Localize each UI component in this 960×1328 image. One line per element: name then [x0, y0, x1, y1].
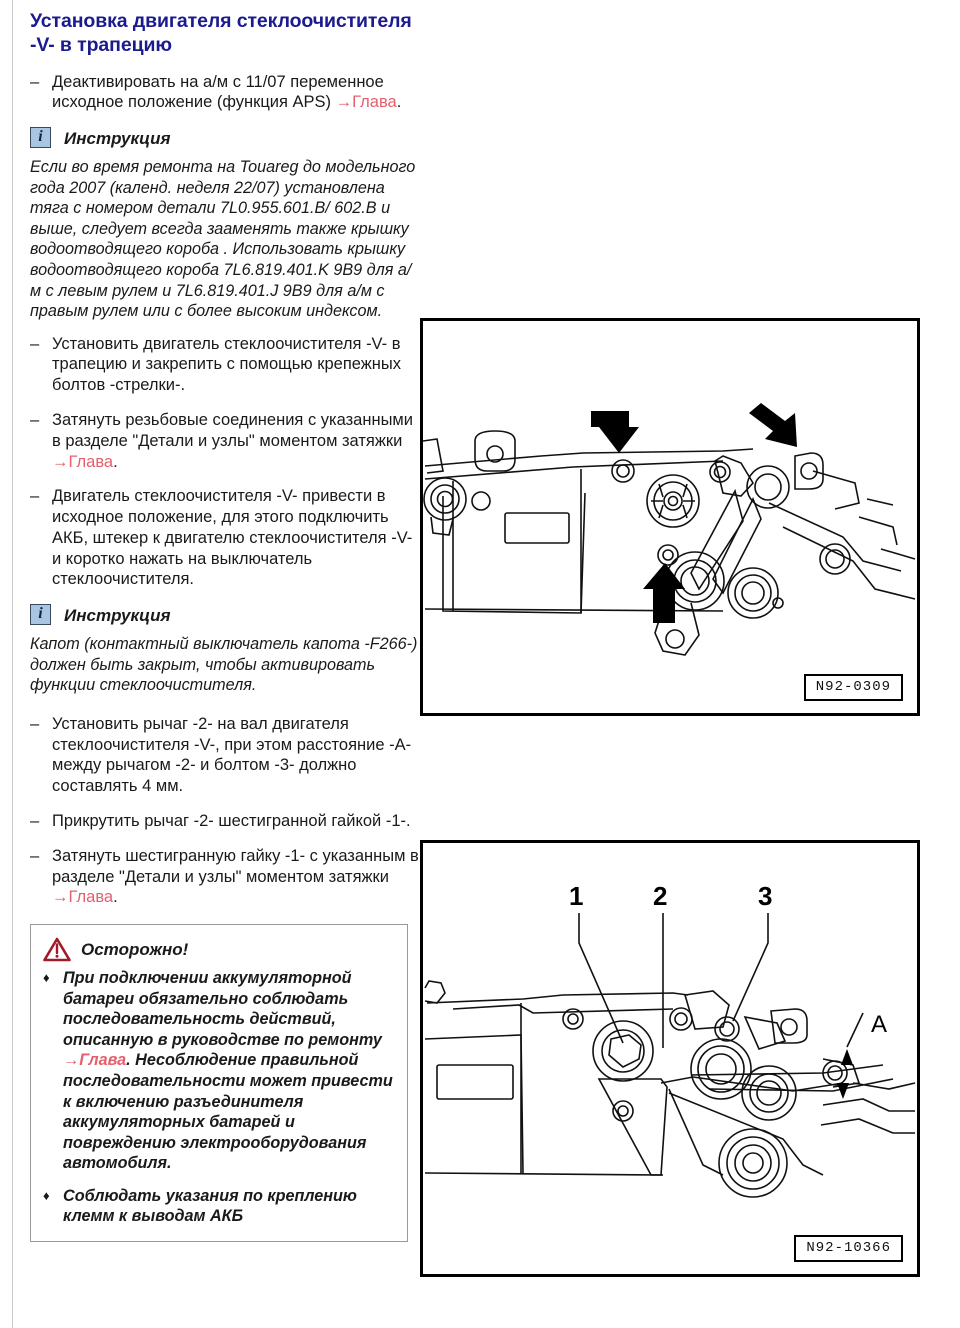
- chapter-link-label: Глава: [79, 1051, 127, 1070]
- step-text: [52, 811, 420, 832]
- chapter-link[interactable]: [63, 1051, 126, 1069]
- chapter-link[interactable]: [52, 453, 113, 471]
- figure-1-drawing: [423, 321, 917, 713]
- step-text: [52, 410, 420, 472]
- info-icon-glyph: i: [38, 128, 43, 146]
- caution-header: [43, 937, 395, 962]
- note-title: Инструкция: [64, 605, 171, 625]
- step-text-main: Установить рычаг -2- на вал двигателя стеклоочистителя -V-, при этом расстояние -А- между рычагом -2- и болтом -3- должно составлять 4 мм.: [52, 714, 412, 796]
- step-item: [30, 846, 420, 908]
- bullet-dash: –: [30, 72, 40, 91]
- callout-A: A: [871, 1011, 888, 1038]
- step-text: [52, 714, 420, 797]
- figure-2-drawing: [423, 843, 917, 1274]
- step-item: [30, 72, 420, 114]
- note-header: [30, 604, 420, 627]
- caution-text-main: Соблюдать указания по креплению клемм к выводам АКБ: [63, 1186, 357, 1226]
- chapter-link-label: Глава: [352, 93, 397, 112]
- step-text: [52, 486, 420, 590]
- caution-bullet-diamond: ♦: [43, 970, 50, 986]
- caution-item-text: [63, 968, 395, 1174]
- figure-caption: N92-0309: [804, 674, 903, 701]
- bullet-dash: –: [30, 334, 40, 353]
- step-item: [30, 486, 420, 590]
- note-body: Капот (контактный выключатель капота -F266-) должен быть закрыт, чтобы активировать функции стеклоочистителя.: [30, 635, 418, 695]
- note-block-2: [30, 604, 420, 696]
- caution-text-main: При подключении аккумуляторной батареи обязательно соблюдать последовательность действий, описанную в руководстве по ремонту: [63, 969, 382, 1049]
- chapter-link-label: Глава: [68, 452, 114, 471]
- info-icon-glyph: i: [38, 605, 43, 623]
- step-text-tail: .: [396, 93, 402, 112]
- bullet-dash: –: [30, 714, 40, 733]
- note-header: [30, 127, 420, 150]
- bullet-dash: –: [30, 812, 40, 831]
- note-title: Инструкция: [64, 128, 171, 148]
- caution-item: [43, 1186, 395, 1227]
- note-body: Если во время ремонта на Touareg до модельного года 2007 (календ. неделя 22/07) установлена тяга с номером детали 7L0.955.601.B/ 602.B и выше, следует всегда зааменять также крышку водоотводящего короба . Использовать крышку водоотводящего короба 7L6.819.401.K 9B9 для а/м с левым рулем и 7L6.819.401.J 9B9 для а/м с правым рулем или с более высоким индексом.: [30, 158, 416, 321]
- caution-item-text: [63, 1186, 395, 1227]
- step-text-main: Затянуть шестигранную гайку -1- с указанным в разделе "Детали и узлы" моментом затяжки: [52, 846, 419, 886]
- step-text-main: Двигатель стеклоочистителя -V- привести в исходное положение, для этого подключить АКБ, штекер к двигателю стеклоочистителя -V- и коротко нажать на выключатель стеклоочистителя.: [52, 487, 413, 589]
- step-item: [30, 334, 420, 396]
- callout-2: 2: [653, 881, 668, 911]
- arrow-icon: →: [52, 452, 69, 471]
- arrow-icon: →: [63, 1051, 80, 1070]
- caution-bullet-diamond: ♦: [43, 1187, 50, 1203]
- figure-wiper-motor-mounting: [420, 318, 920, 716]
- bullet-dash: –: [30, 410, 40, 429]
- chapter-link-label: Глава: [68, 888, 114, 907]
- callout-1: 1: [569, 881, 584, 911]
- warning-triangle-icon: [43, 937, 71, 962]
- step-item: [30, 714, 420, 797]
- info-icon: [30, 604, 53, 627]
- caution-text-tail: . Несоблюдение правильной последовательности может привести к включению разъединителя аккумуляторных батарей и повреждению электрооборудования автомобиля.: [63, 1051, 393, 1173]
- caution-item: [43, 968, 395, 1174]
- step-text-main: Деактивировать на а/м с 11/07 переменное исходное положение (функция APS): [52, 72, 384, 112]
- bullet-dash: –: [30, 487, 40, 506]
- text-column: [30, 10, 420, 1242]
- step-text-tail: .: [113, 888, 118, 907]
- caution-title: Осторожно!: [81, 939, 189, 959]
- callout-arrows: [591, 403, 797, 623]
- figure-wiper-linkage-arm: [420, 840, 920, 1277]
- callout-3: 3: [758, 881, 773, 911]
- caution-box: [30, 924, 408, 1242]
- figure-caption: N92-10366: [794, 1235, 903, 1262]
- note-block-1: [30, 127, 420, 322]
- arrow-icon: →: [335, 93, 353, 112]
- info-icon: [30, 127, 53, 150]
- chapter-link[interactable]: [336, 93, 397, 111]
- step-text: [52, 334, 420, 396]
- step-item: [30, 410, 420, 472]
- bullet-dash: –: [30, 846, 40, 865]
- page-title: Установка двигателя стеклоочистителя -V- в трапецию: [30, 10, 412, 56]
- step-text-tail: .: [113, 452, 118, 471]
- step-text-main: Прикрутить рычаг -2- шестигранной гайкой -1-.: [52, 812, 411, 831]
- step-text: [52, 72, 420, 114]
- arrow-icon: →: [52, 888, 69, 907]
- step-item: [30, 811, 420, 832]
- step-text-main: Затянуть резьбовые соединения с указанными в разделе "Детали и узлы" моментом затяжки: [52, 410, 413, 450]
- chapter-link[interactable]: [52, 888, 113, 906]
- step-text: [52, 846, 420, 908]
- step-text-main: Установить двигатель стеклоочистителя -V- в трапецию и закрепить с помощью крепежных болтов -стрелки-.: [52, 334, 402, 395]
